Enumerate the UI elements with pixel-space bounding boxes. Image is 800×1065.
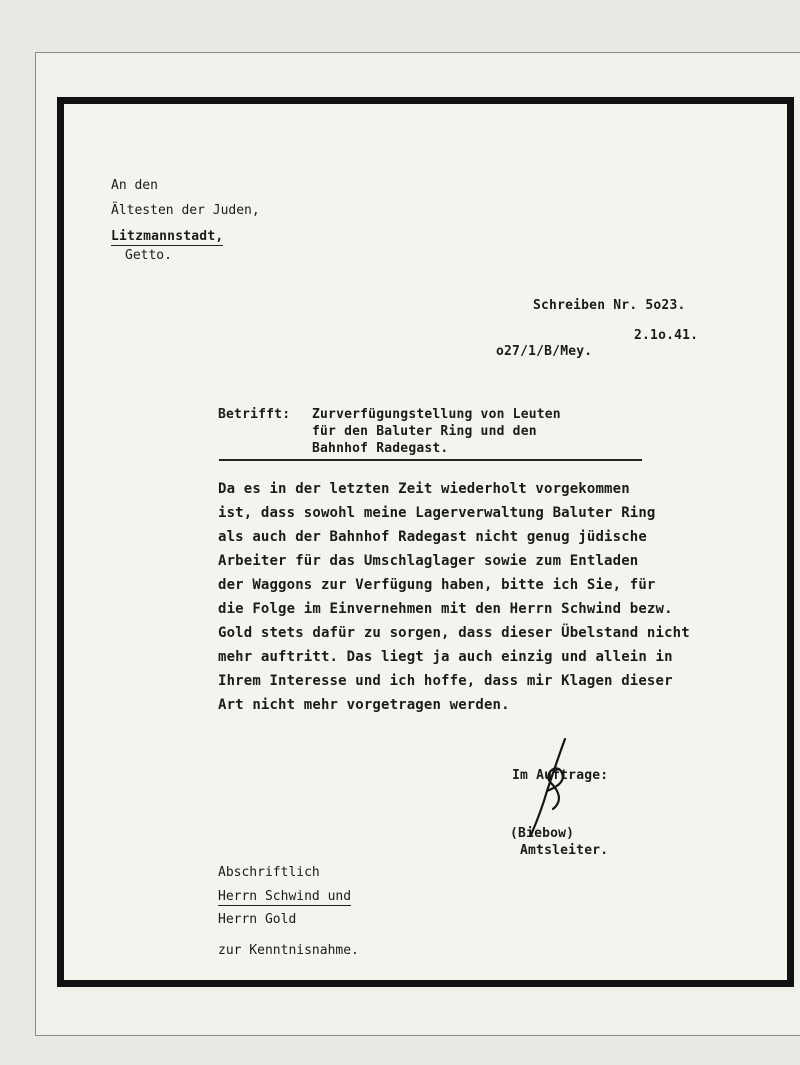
letter-date: 2.1o.41. xyxy=(634,328,699,343)
body-line: ist, dass sowohl meine Lagerverwaltung Baluter Ring xyxy=(218,505,656,521)
handwritten-signature xyxy=(517,735,577,840)
subject-line-1: Zurverfügungstellung von Leuten xyxy=(312,407,561,422)
body-line: als auch der Bahnhof Radegast nicht genug jüdische xyxy=(218,529,647,545)
letter-number: Schreiben Nr. 5o23. xyxy=(533,298,686,313)
body-line: Art nicht mehr vorgetragen werden. xyxy=(218,697,510,713)
file-reference: o27/1/B/Mey. xyxy=(496,344,593,359)
subject-line-2: für den Baluter Ring und den xyxy=(312,424,537,439)
recipient-line-4: Getto. xyxy=(125,248,172,263)
recipient-line-1: An den xyxy=(111,178,158,193)
body-line: Arbeiter für das Umschlaglager sowie zum Entladen xyxy=(218,553,639,569)
body-line: mehr auftritt. Das liegt ja auch einzig und allein in xyxy=(218,649,673,665)
body-line: Ihrem Interesse und ich hoffe, dass mir Klagen dieser xyxy=(218,673,673,689)
copies-line-3: Herrn Gold xyxy=(218,912,297,927)
copies-line-2: Herrn Schwind und xyxy=(218,889,352,904)
subject-label: Betrifft: xyxy=(218,407,291,422)
copies-line-4: zur Kenntnisnahme. xyxy=(218,943,359,958)
subject-line-3: Bahnhof Radegast. xyxy=(312,441,449,456)
subject-underline xyxy=(219,459,642,461)
signatory-title: Amtsleiter. xyxy=(520,843,609,858)
copies-line-1: Abschriftlich xyxy=(218,865,320,880)
recipient-line-2: Ältesten der Juden, xyxy=(111,203,260,218)
body-line: Gold stets dafür zu sorgen, dass dieser Übelstand nicht xyxy=(218,625,690,641)
body-line: die Folge im Einvernehmen mit den Herrn Schwind bezw. xyxy=(218,601,673,617)
signatory-name: (Biebow) xyxy=(510,826,575,841)
recipient-city: Litzmannstadt, xyxy=(111,229,224,244)
body-line: der Waggons zur Verfügung haben, bitte ich Sie, für xyxy=(218,577,656,593)
body-line: Da es in der letzten Zeit wiederholt vorgekommen xyxy=(218,481,630,497)
im-auftrage: Im Auftrage: xyxy=(512,768,609,783)
